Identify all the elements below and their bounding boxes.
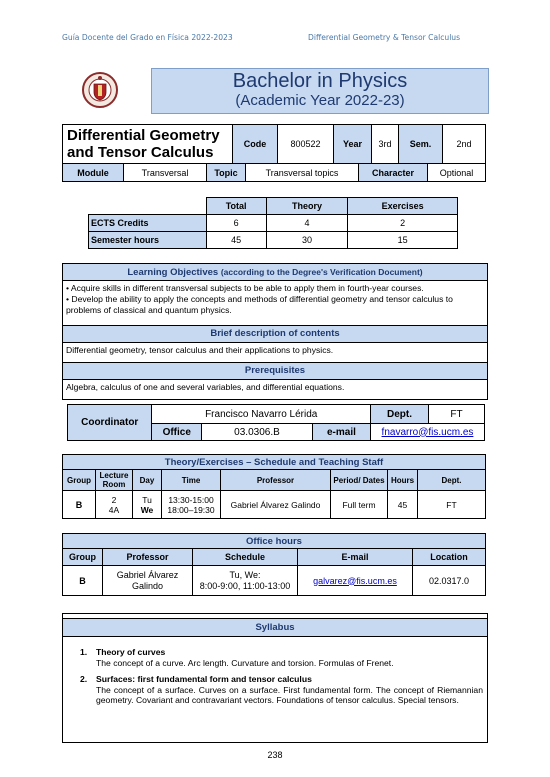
course-topic: Transversal topics [246, 164, 359, 182]
credits-table [88, 197, 458, 249]
objectives-title-note: (according to the Degree's Verification Document) [220, 267, 423, 277]
office-header-group: Group [63, 549, 103, 566]
schedule-header-dept: Dept. [418, 470, 486, 491]
objective-item: • Develop the ability to apply the concepts and methods of differential geometry and tensor calculus to problems of classical and quantum physics. [66, 294, 453, 315]
syllabus-block [62, 613, 488, 743]
schedule-header-professor: Professor [221, 470, 331, 491]
header-left: Guía Docente del Grado en Física 2022-2023 [62, 33, 233, 42]
credits-cell: 45 [206, 232, 266, 249]
office-location: 02.0317.0 [413, 566, 486, 596]
email-label: e-mail [312, 424, 370, 441]
schedule-dept: FT [418, 491, 486, 519]
year-label: Year [334, 125, 372, 164]
coordinator-label: Coordinator [68, 405, 152, 441]
office-hours-table [62, 533, 486, 596]
schedule-time-2: 18:00–19:30 [167, 504, 215, 515]
program-title: Bachelor in Physics [232, 70, 408, 92]
objective-item: • Acquire skills in different transversal subjects to be able to apply them in fourth-year courses. [66, 283, 424, 293]
office-professor-1: Gabriel Álvarez [116, 569, 179, 580]
schedule-hours: 45 [388, 491, 418, 519]
office-schedule-1: Tu, We: [229, 569, 261, 580]
office-professor-2: Galindo [131, 580, 164, 591]
office-hours-title: Office hours [63, 534, 486, 549]
schedule-header-period: Period/ Dates [331, 470, 388, 491]
office-schedule [193, 566, 298, 596]
syllabus-item-number: 2. [80, 674, 88, 684]
credits-header-theory: Theory [266, 198, 348, 215]
office-email-link[interactable]: galvarez@fis.ucm.es [313, 575, 397, 586]
syllabus-item-heading [80, 647, 483, 658]
syllabus-title: Syllabus [63, 618, 487, 637]
syllabus-item-title: Theory of curves [96, 647, 166, 657]
office-group: B [63, 566, 103, 596]
schedule-professor: Gabriel Álvarez Galindo [221, 491, 331, 519]
schedule-table [62, 454, 486, 519]
schedule-header-room: Lecture Room [96, 470, 133, 491]
schedule-day-1: Tu [142, 494, 152, 505]
credits-header-total: Total [206, 198, 266, 215]
schedule-header-time: Time [162, 470, 221, 491]
module-label: Module [63, 164, 124, 182]
credits-header-exercises: Exercises [348, 198, 458, 215]
objectives-list [63, 281, 487, 325]
schedule-group: B [63, 491, 96, 519]
schedule-time [162, 491, 221, 519]
course-name: Differential Geometry and Tensor Calculus [63, 125, 233, 164]
credits-cell: 2 [348, 215, 458, 232]
academic-year: (Academic Year 2022-23) [235, 92, 405, 109]
course-module-table [62, 163, 486, 182]
objectives-title-text: Learning Objectives [127, 267, 219, 278]
schedule-time-1: 13:30-15:00 [168, 494, 214, 505]
contents-title: Brief description of contents [63, 325, 487, 343]
office-header-professor: Professor [103, 549, 193, 566]
schedule-header-group: Group [63, 470, 96, 491]
prerequisites-text: Algebra, calculus of one and several variables, and differential equations. [66, 382, 345, 392]
office-schedule-2: 8:00-9:00, 11:00-13:00 [199, 580, 291, 591]
course-year: 3rd [372, 125, 399, 164]
schedule-day-2: We [140, 504, 154, 515]
office-header-schedule: Schedule [193, 549, 298, 566]
office-header-email: E-mail [298, 549, 413, 566]
schedule-header-day: Day [133, 470, 162, 491]
course-info-table [62, 124, 486, 164]
schedule-period: Full term [331, 491, 388, 519]
course-sem: 2nd [443, 125, 486, 164]
prerequisites-title: Prerequisites [63, 362, 487, 380]
program-title-box [151, 68, 489, 114]
coordinator-dept: FT [429, 405, 485, 424]
schedule-room-1: 2 [111, 494, 117, 505]
office-professor [103, 566, 193, 596]
coordinator-email-link[interactable]: fnavarro@fis.ucm.es [381, 426, 474, 438]
coordinator-name: Francisco Navarro Lérida [152, 405, 371, 424]
schedule-room [96, 491, 133, 519]
syllabus-item-heading [80, 674, 483, 685]
header-right: Differential Geometry & Tensor Calculus [308, 33, 461, 42]
syllabus-list [63, 637, 487, 706]
schedule-header-hours: Hours [388, 470, 418, 491]
credits-row-label: Semester hours [89, 232, 207, 249]
coordinator-email-cell [370, 424, 484, 441]
syllabus-item-number: 1. [80, 647, 88, 657]
schedule-title: Theory/Exercises – Schedule and Teaching Staff [63, 455, 486, 470]
credits-cell: 15 [348, 232, 458, 249]
contents-text: Differential geometry, tensor calculus and their applications to physics. [66, 345, 334, 355]
coordinator-table [67, 404, 485, 441]
syllabus-item-text: The concept of a curve. Arc length. Curvature and torsion. Formulas of Frenet. [96, 657, 394, 668]
syllabus-item-text: The concept of a surface. Curves on a surface. First fundamental form. The concept of Riemannian geometry. Covariant and contravariant vectors. Foundations of tensor calculus. Special tensors. [96, 684, 483, 705]
schedule-room-2: 4A [108, 504, 120, 515]
credits-cell: 6 [206, 215, 266, 232]
objectives-title [63, 264, 487, 281]
credits-cell: 4 [266, 215, 348, 232]
topic-label: Topic [207, 164, 246, 182]
office-label: Office [152, 424, 202, 441]
objectives-block [62, 263, 488, 400]
syllabus-item [80, 674, 483, 706]
character-label: Character [359, 164, 428, 182]
coordinator-office: 03.0306.B [202, 424, 313, 441]
credits-cell: 30 [266, 232, 348, 249]
office-header-location: Location [413, 549, 486, 566]
syllabus-item [80, 647, 483, 668]
university-seal-logo [81, 70, 119, 110]
course-character: Optional [428, 164, 486, 182]
sem-label: Sem. [399, 125, 443, 164]
syllabus-item-title: Surfaces: first fundamental form and tensor calculus [96, 674, 312, 684]
code-label: Code [233, 125, 278, 164]
page-number: 238 [267, 750, 283, 760]
course-module: Transversal [124, 164, 207, 182]
course-code: 800522 [278, 125, 334, 164]
dept-label: Dept. [370, 405, 428, 424]
office-email-cell [298, 566, 413, 596]
credits-row-label: ECTS Credits [89, 215, 207, 232]
schedule-day [133, 491, 162, 519]
